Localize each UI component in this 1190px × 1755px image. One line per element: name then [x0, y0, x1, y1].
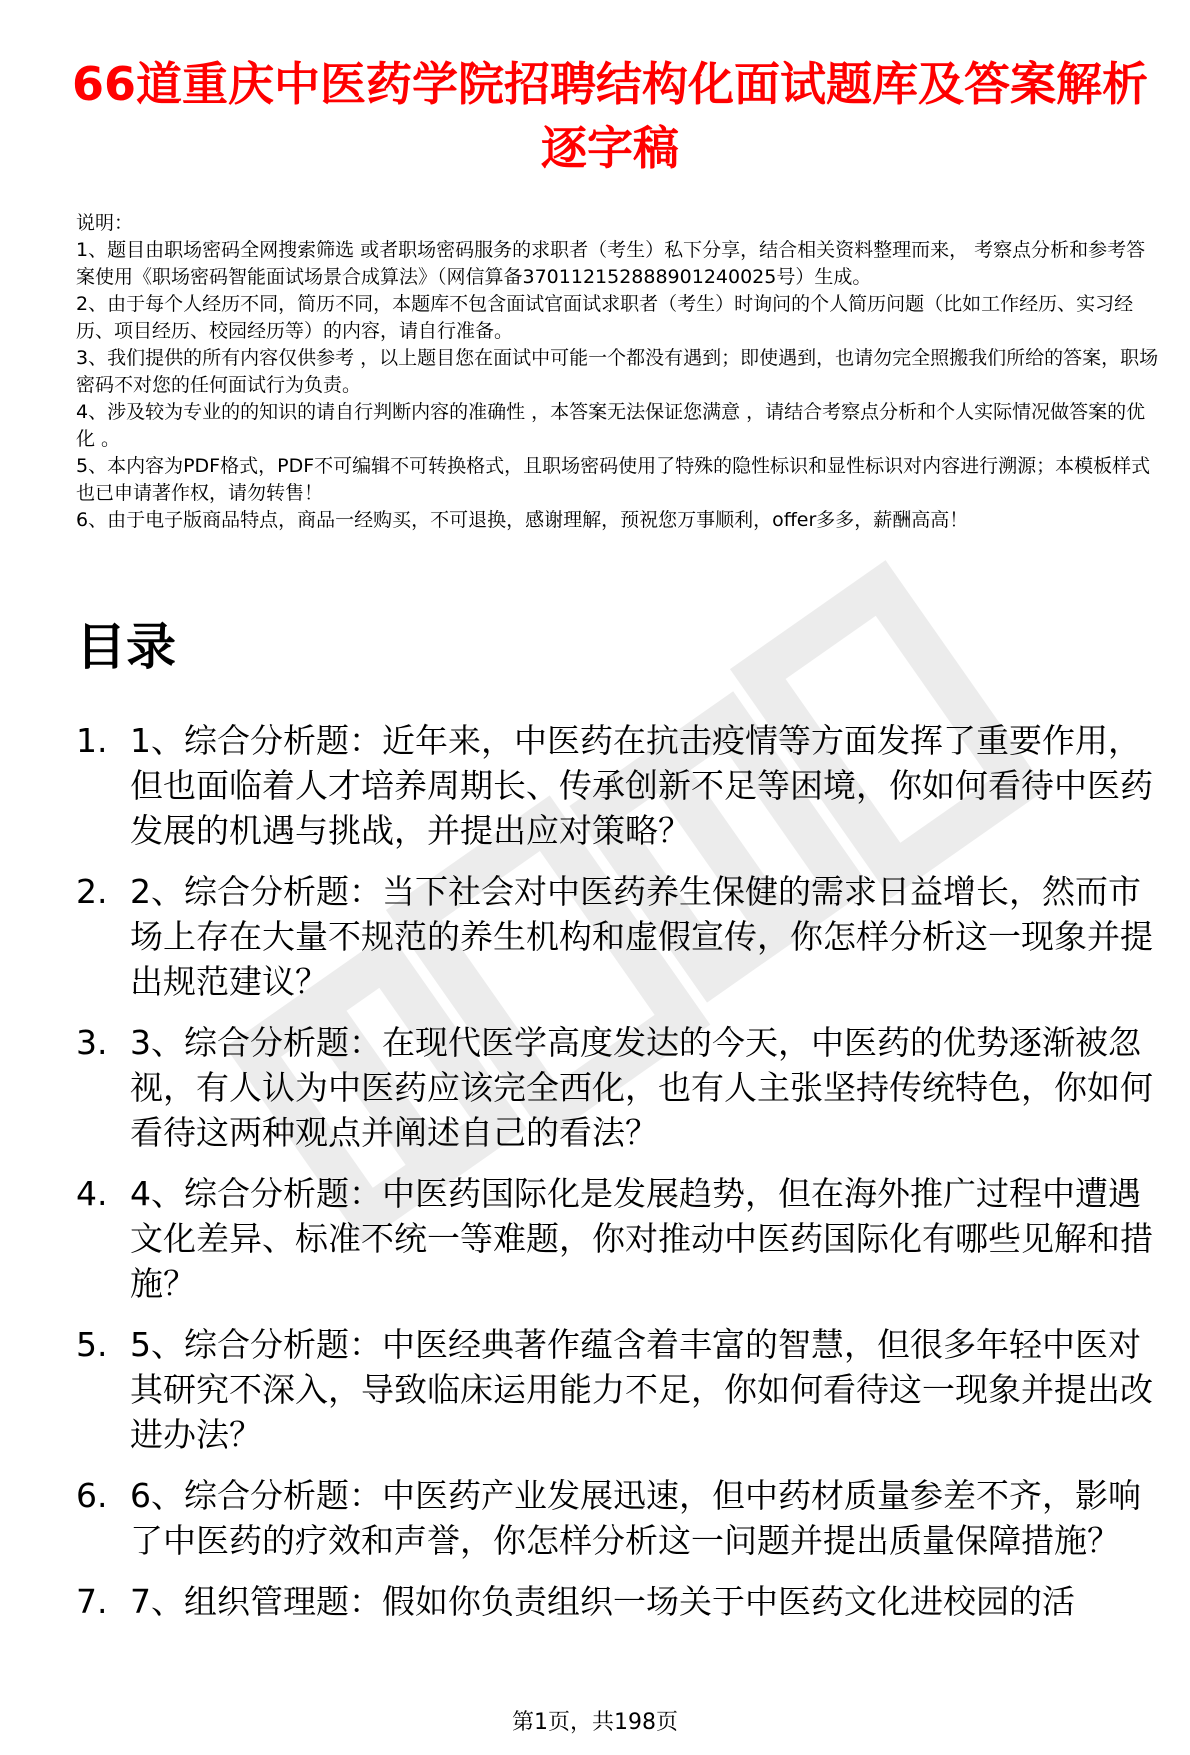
document-title: 66道重庆中医药学院招聘结构化面试题库及答案解析逐字稿 — [71, 57, 1148, 175]
toc-item[interactable] — [76, 1171, 1171, 1306]
toc-item[interactable] — [76, 869, 1171, 1004]
notes-heading: 说明： — [76, 212, 134, 234]
note-item: 5、本内容为PDF格式，PDF不可编辑不可转换格式，且职场密码使用了特殊的隐性标识和显性标识对内容进行溯源；本模板样式也已申请著作权，请勿转售！ — [76, 455, 1151, 504]
toc-heading: 目录 — [76, 618, 176, 676]
toc-item-number: 3. — [76, 1023, 108, 1062]
toc-list — [76, 718, 1171, 1640]
toc-item-number: 1. — [76, 721, 108, 760]
toc-item[interactable] — [76, 1579, 1171, 1624]
toc-item-text[interactable]: 5、综合分析题：中医经典著作蕴含着丰富的智慧，但很多年轻中医对其研究不深入，导致临床运用能力不足，你如何看待这一现象并提出改进办法？ — [130, 1325, 1153, 1454]
notes-section — [76, 210, 1161, 534]
toc-item[interactable] — [76, 718, 1171, 853]
toc-item-text[interactable]: 4、综合分析题：中医药国际化是发展趋势，但在海外推广过程中遭遇文化差异、标准不统一等难题，你对推动中医药国际化有哪些见解和措施？ — [130, 1174, 1153, 1303]
toc-item-number: 4. — [76, 1174, 108, 1213]
note-item: 2、由于每个人经历不同，简历不同，本题库不包含面试官面试求职者（考生）时询问的个人简历问题（比如工作经历、实习经历、项目经历、校园经历等）的内容，请自行准备。 — [76, 293, 1134, 342]
toc-item-number: 6. — [76, 1476, 108, 1515]
toc-item-text[interactable]: 3、综合分析题：在现代医学高度发达的今天，中医药的优势逐渐被忽视，有人认为中医药应该完全西化，也有人主张坚持传统特色，你如何看待这两种观点并阐述自己的看法？ — [130, 1023, 1153, 1152]
toc-item[interactable] — [76, 1020, 1171, 1155]
note-item: 1、题目由职场密码全网搜索筛选 或者职场密码服务的求职者（考生）私下分享，结合相关资料整理而来， 考察点分析和参考答案使用《职场密码智能面试场景合成算法》（网信算备370112152888901240025号）生成。 — [76, 239, 1146, 288]
note-item: 4、涉及较为专业的的知识的请自行判断内容的准确性 ，本答案无法保证您满意 ，请结合考察点分析和个人实际情况做答案的优化 。 — [76, 401, 1146, 450]
page-footer: 第1页，共198页 — [512, 1710, 678, 1735]
toc-item-text[interactable]: 1、综合分析题：近年来，中医药在抗击疫情等方面发挥了重要作用，但也面临着人才培养周期长、传承创新不足等困境，你如何看待中医药发展的机遇与挑战，并提出应对策略？ — [130, 721, 1153, 850]
toc-item-number: 7. — [76, 1582, 108, 1621]
note-item: 6、由于电子版商品特点，商品一经购买，不可退换，感谢理解，预祝您万事顺利，offer多多，薪酬高高！ — [76, 509, 969, 531]
toc-item-text[interactable]: 6、综合分析题：中医药产业发展迅速，但中药材质量参差不齐，影响了中医药的疗效和声誉，你怎样分析这一问题并提出质量保障措施？ — [130, 1476, 1141, 1560]
toc-item-text[interactable]: 7、组织管理题：假如你负责组织一场关于中医药文化进校园的活 — [130, 1582, 1075, 1621]
toc-item[interactable] — [76, 1322, 1171, 1457]
toc-item-number: 2. — [76, 872, 108, 911]
toc-item-text[interactable]: 2、综合分析题：当下社会对中医药养生保健的需求日益增长，然而市场上存在大量不规范的养生机构和虚假宣传，你怎样分析这一现象并提出规范建议？ — [130, 872, 1153, 1001]
toc-item[interactable] — [76, 1473, 1171, 1563]
note-item: 3、我们提供的所有内容仅供参考 ，以上题目您在面试中可能一个都没有遇到；即使遇到，也请勿完全照搬我们所给的答案，职场密码不对您的任何面试行为负责。 — [76, 347, 1159, 396]
toc-item-number: 5. — [76, 1325, 108, 1364]
